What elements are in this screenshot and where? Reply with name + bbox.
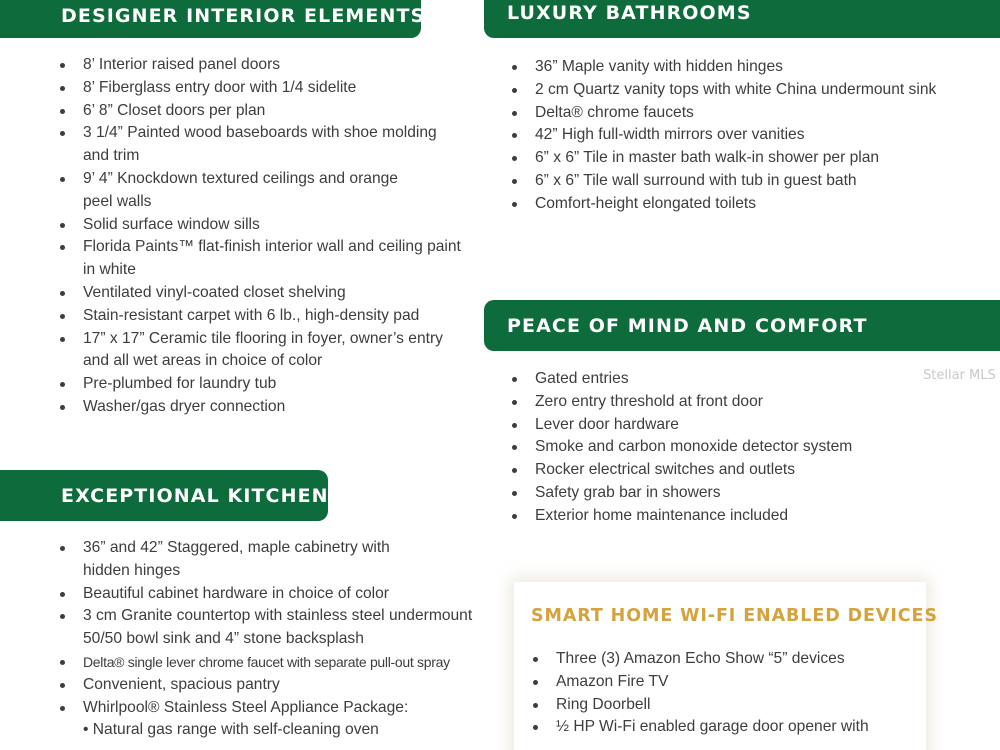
list-item: 3 cm Granite countertop with stainless steel undermount 50/50 bowl sink and 4” stone backsplash (56, 605, 486, 651)
list-item: 2 cm Quartz vanity tops with white China undermount sink (508, 79, 988, 102)
list-item: 17” x 17” Ceramic tile flooring in foyer, owner’s entry and all wet areas in choice of color (56, 328, 476, 374)
bathrooms-section-banner (484, 0, 1000, 38)
list-item: Florida Paints™ flat-finish interior wall and ceiling paint in white (56, 236, 476, 282)
list-item: Ring Doorbell (529, 694, 919, 717)
list-item: ½ HP Wi-Fi enabled garage door opener with (529, 716, 919, 739)
list-item: Lever door hardware (508, 414, 908, 437)
list-item: Smoke and carbon monoxide detector system (508, 436, 908, 459)
list-item: Safety grab bar in showers (508, 482, 908, 505)
list-item: Rocker electrical switches and outlets (508, 459, 908, 482)
list-item: 6” x 6” Tile in master bath walk-in shower per plan (508, 147, 988, 170)
kitchen-feature-list (56, 537, 486, 742)
list-item: 42” High full-width mirrors over vanities (508, 124, 988, 147)
comfort-section-title: PEACE OF MIND AND COMFORT (507, 314, 868, 337)
list-item: 3 1/4” Painted wood baseboards with shoe molding and trim (56, 122, 476, 168)
interior-section-banner (0, 0, 426, 38)
interior-section-title: DESIGNER INTERIOR ELEMENTS (61, 5, 426, 27)
list-item: Solid surface window sills (56, 214, 476, 237)
kitchen-section-banner (0, 470, 328, 521)
list-item: 6’ 8” Closet doors per plan (56, 100, 476, 123)
list-item: Delta® single lever chrome faucet with separate pull-out spray (56, 651, 486, 674)
kitchen-section-title: EXCEPTIONAL KITCHEN (61, 484, 329, 507)
list-item: 36” Maple vanity with hidden hinges (508, 56, 988, 79)
list-item: Comfort-height elongated toilets (508, 193, 988, 216)
list-item: 6” x 6” Tile wall surround with tub in guest bath (508, 170, 988, 193)
list-item: Whirlpool® Stainless Steel Appliance Package: • Natural gas range with self-cleaning oven (56, 697, 486, 743)
smart-home-title: SMART HOME WI-FI ENABLED DEVICES (531, 606, 938, 626)
list-item: Stain-resistant carpet with 6 lb., high-density pad (56, 305, 476, 328)
bathrooms-feature-list (508, 56, 988, 216)
list-item: 36” and 42” Staggered, maple cabinetry with hidden hinges (56, 537, 486, 583)
comfort-feature-list (508, 368, 908, 528)
list-item: 8’ Fiberglass entry door with 1/4 sidelite (56, 77, 476, 100)
list-item: Convenient, spacious pantry (56, 674, 486, 697)
watermark: Stellar MLS (923, 368, 996, 383)
list-item: Gated entries (508, 368, 908, 391)
list-item: Zero entry threshold at front door (508, 391, 908, 414)
list-item: 8’ Interior raised panel doors (56, 54, 476, 77)
list-item: 9’ 4” Knockdown textured ceilings and orange peel walls (56, 168, 476, 214)
list-item: Ventilated vinyl-coated closet shelving (56, 282, 476, 305)
list-item: Beautiful cabinet hardware in choice of color (56, 583, 486, 606)
interior-feature-list (56, 54, 476, 419)
list-item: Washer/gas dryer connection (56, 396, 476, 419)
list-item: Exterior home maintenance included (508, 505, 908, 528)
bathrooms-section-title: LUXURY BATHROOMS (507, 2, 752, 24)
comfort-section-banner (484, 300, 1000, 351)
smart-home-feature-list (529, 648, 919, 739)
list-item: Three (3) Amazon Echo Show “5” devices (529, 648, 919, 671)
list-item: Delta® chrome faucets (508, 102, 988, 125)
list-item: Amazon Fire TV (529, 671, 919, 694)
list-item: Pre-plumbed for laundry tub (56, 373, 476, 396)
